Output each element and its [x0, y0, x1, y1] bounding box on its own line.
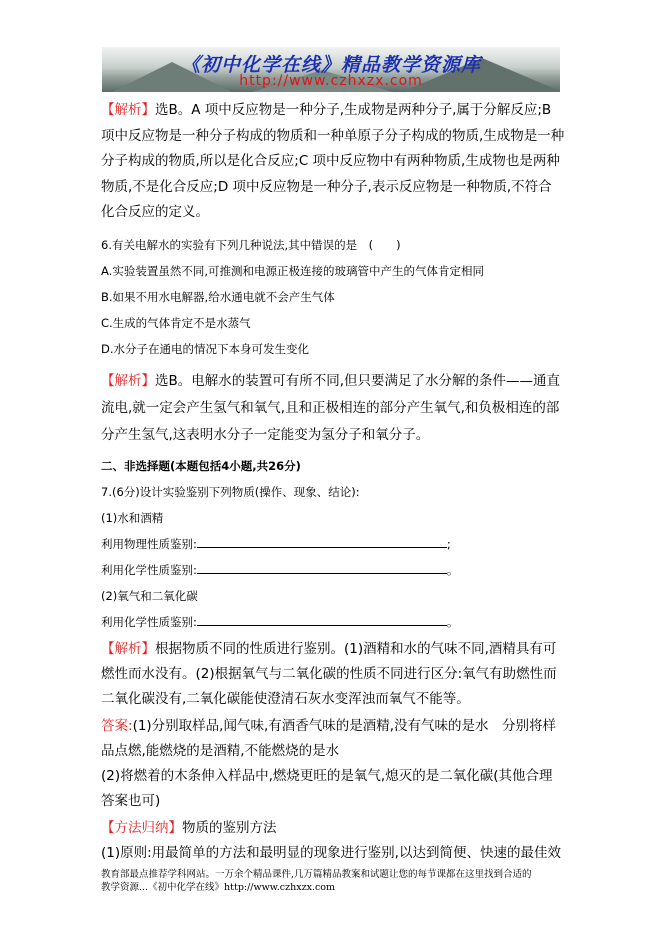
analysis-line: 化合反应的定义。: [101, 204, 209, 220]
analysis-line: 根据物质不同的性质进行鉴别。(1)酒精和水的气味不同,酒精具有可: [155, 640, 557, 657]
analysis-line: 二氧化碳没有,二氧化碳能使澄清石灰水变浑浊而氧气不能等。: [101, 690, 470, 707]
analysis-line: 分子构成的物质,所以是化合反应;C 项中反应物中有两种物质,生成物也是两种: [101, 153, 560, 169]
analysis-tag: 【解析】: [101, 102, 155, 118]
analysis-line: 选B。A 项中反应物是一种分子,生成物是两种分子,属于分解反应;B: [155, 102, 552, 118]
answer-line: 品点燃,能燃烧的是酒精,不能燃烧的是水: [101, 742, 340, 759]
method-title: 物质的鉴别方法: [182, 819, 277, 836]
analysis-line: 分产生氢气,这表明水分子一定能变为氢分子和氧分子。: [101, 426, 430, 443]
sub-question-1: (1)水和酒精: [101, 510, 164, 525]
analysis-line: 物质,不是化合反应;D 项中反应物是一种分子,表示反应物是一种物质,不符合: [101, 178, 552, 195]
banner-title: 《初中化学在线》精品教学资源库: [180, 54, 481, 76]
header-banner: [102, 47, 560, 92]
answer-blank[interactable]: [197, 561, 447, 574]
answer-line-label: 利用化学性质鉴别:: [101, 614, 197, 629]
analysis-line: 流电,就一定会产生氢气和氧气,且和正极相连的部分产生氧气,和负极相连的部: [101, 399, 560, 416]
question-7: [101, 479, 573, 635]
document-body: [101, 96, 573, 894]
answer-line-label: 利用化学性质鉴别:: [101, 562, 197, 577]
banner-url[interactable]: http://www.czhxzx.com: [239, 73, 423, 89]
footer-line: 教学资源...《初中化学在线》http://www.czhxzx.com: [101, 881, 336, 893]
answer-line-end: ;: [446, 536, 451, 551]
option-b: B.如果不用水电解器,给水通电就不会产生气体: [101, 289, 335, 304]
answer-line-end: 。: [446, 614, 459, 629]
answer-line: (1)分别取样品,闻气味,有酒香气味的是酒精,没有气味的是水 分别将样: [132, 717, 557, 734]
option-a: A.实验装置虽然不同,可推测和电源正极连接的玻璃管中产生的气体肯定相同: [101, 263, 484, 278]
sub-question-2: (2)氧气和二氧化碳: [101, 588, 198, 603]
footer-line: 教育部最点推荐学科网站。一万余个精品课件,几万篇精品教案和试题让您的每节课都在这里找到合适的: [101, 868, 532, 880]
analysis-line: 项中反应物是一种分子构成的物质和一种单原子分子构成的物质,生成物是一种: [101, 127, 565, 144]
method-line: (1)原则:用最简单的方法和最明显的现象进行鉴别,以达到简便、快速的最佳效: [101, 844, 561, 861]
answer-blank[interactable]: [197, 535, 447, 548]
answer-tag: 答案:: [101, 717, 133, 734]
method-block: [101, 816, 573, 866]
analysis-block-1: [101, 98, 573, 226]
answer-line-end: 。: [446, 562, 459, 577]
method-tag: 【方法归纳】: [101, 819, 182, 836]
question-stem: 7.(6分)设计实验鉴别下列物质(操作、现象、结论):: [101, 484, 360, 499]
analysis-block-2: [101, 368, 573, 449]
answer-line: 答案也可): [101, 792, 161, 809]
question-stem: 6.有关电解水的实验有下列几种说法,其中错误的是 ( ): [101, 237, 401, 252]
analysis-tag: 【解析】: [101, 372, 155, 389]
footer: [101, 868, 573, 894]
analysis-tag: 【解析】: [101, 640, 155, 657]
question-6: [101, 232, 573, 362]
analysis-line: 选B。电解水的装置可有所不同,但只要满足了水分解的条件——通直: [155, 372, 561, 389]
answer-line: (2)将燃着的木条伸入样品中,燃烧更旺的是氧气,熄灭的是二氧化碳(其他合理: [101, 767, 553, 784]
option-c: C.生成的气体肯定不是水蒸气: [101, 315, 251, 330]
section-heading: 二、非选择题(本题包括4小题,共26分): [101, 458, 301, 473]
answer-line-label: 利用物理性质鉴别:: [101, 536, 197, 551]
answer-block: [101, 714, 573, 814]
analysis-line: 燃性而水没有。(2)根据氧气与二氧化碳的性质不同进行区分:氧气有助燃性而: [101, 665, 557, 682]
option-d: D.水分子在通电的情况下本身可发生变化: [101, 341, 310, 356]
answer-blank[interactable]: [197, 613, 447, 626]
analysis-block-3: [101, 637, 573, 712]
